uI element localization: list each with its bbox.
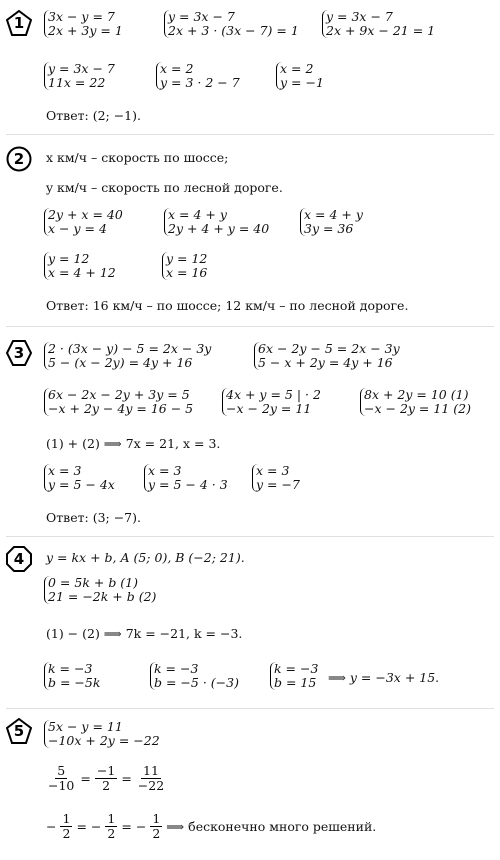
equation: y = 12	[166, 251, 208, 266]
equation: b = −5k	[48, 675, 101, 690]
equation: y = −1	[280, 75, 324, 90]
equation: y = 3x − 7	[168, 9, 235, 24]
equation: k = −3	[154, 661, 199, 676]
equation: 4x + y = 5 | · 2	[226, 387, 321, 402]
p1-system-5	[156, 62, 240, 90]
p1-system-1	[44, 10, 123, 38]
equation: 0 = 5k + b (1)	[48, 575, 139, 590]
problem-5-badge	[6, 718, 32, 744]
problem-1-number: 1	[13, 14, 25, 32]
p2-variable-x: x км/ч – скорость по шоссе;	[46, 150, 229, 165]
equation: y = −7	[256, 477, 300, 492]
equation: b = 15	[274, 675, 317, 690]
fraction	[150, 812, 162, 841]
equation: k = −3	[274, 661, 319, 676]
equation: −x − 2y = 11	[226, 401, 312, 416]
p2-system-5	[162, 252, 207, 280]
equation: 2y + x = 40	[48, 207, 123, 222]
p1-system-3	[322, 10, 435, 38]
problem-3-number: 3	[13, 344, 25, 362]
fraction	[136, 764, 166, 793]
equation: x = 2	[160, 61, 194, 76]
denominator: 2	[62, 826, 71, 841]
equation: 5x − y = 11	[48, 719, 123, 734]
p3-system-4	[222, 388, 321, 416]
equation: 2x + 3 · (3x − 7) = 1	[168, 23, 299, 38]
problem-5-number: 5	[13, 722, 25, 740]
fraction	[46, 764, 76, 793]
divider	[6, 326, 494, 327]
p2-system-4	[44, 252, 116, 280]
equation: 5 − (x − 2y) = 4y + 16	[48, 355, 193, 370]
denominator: −22	[137, 778, 165, 793]
p4-system-1	[44, 576, 156, 604]
equation: 8x + 2y = 10 (1)	[364, 387, 469, 402]
fraction	[105, 812, 117, 841]
p3-system-2	[254, 342, 400, 370]
p4-line-equation: y = kx + b, A (5; 0), B (−2; 21).	[46, 550, 245, 565]
equation: y = 5 − 4x	[48, 477, 115, 492]
equation: 6x − 2x − 2y + 3y = 5	[48, 387, 190, 402]
equation: 3y = 36	[304, 221, 354, 236]
p2-system-3	[300, 208, 363, 236]
equation: 6x − 2y − 5 = 2x − 3y	[258, 341, 400, 356]
equation: 11x = 22	[48, 75, 106, 90]
equation: y = 3x − 7	[48, 61, 115, 76]
p5-conclusion: ⟹ бесконечно много решений.	[166, 819, 377, 834]
denominator: −10	[48, 778, 75, 793]
equation: x = 3	[256, 463, 290, 478]
equation: b = −5 · (−3)	[154, 675, 239, 690]
p2-variable-y: y км/ч – скорость по лесной дороге.	[46, 180, 283, 195]
divider	[6, 536, 494, 537]
equation: −10x + 2y = −22	[48, 733, 160, 748]
p1-system-4	[44, 62, 115, 90]
equation: 2x + 9x − 21 = 1	[326, 23, 436, 38]
equation: x = 4 + y	[304, 207, 363, 222]
numerator: 11	[143, 763, 159, 778]
fraction	[95, 764, 117, 793]
problem-3-badge	[6, 340, 32, 366]
p3-system-7	[144, 464, 228, 492]
p1-answer: Ответ: (2; −1).	[46, 108, 141, 123]
p4-system-2	[44, 662, 100, 690]
p3-system-6	[44, 464, 115, 492]
equation: y = 12	[48, 251, 90, 266]
p3-system-8	[252, 464, 300, 492]
divider	[6, 134, 494, 135]
equation: y = 3 · 2 − 7	[160, 75, 240, 90]
p2-answer: Ответ: 16 км/ч – по шоссе; 12 км/ч – по лесной дороге.	[46, 298, 409, 313]
equation: x = 4 + 12	[48, 265, 116, 280]
equation: x = 4 + y	[168, 207, 227, 222]
p4-difference-line: (1) − (2) ⟹ 7k = −21, k = −3.	[46, 626, 243, 641]
p5-ratio-line: $\frac{5}{-10}$ = $\frac{-1}{2}$ = $\frac{11}{-22}$	[48, 763, 165, 793]
p3-system-3	[44, 388, 193, 416]
numerator: 1	[107, 811, 116, 826]
numerator: −1	[96, 763, 116, 778]
numerator: 5	[57, 763, 66, 778]
p3-system-1	[44, 342, 211, 370]
p3-sum-line: (1) + (2) ⟹ 7x = 21, x = 3.	[46, 436, 221, 451]
problem-2-number: 2	[13, 150, 25, 168]
equation: x − y = 4	[48, 221, 107, 236]
p1-system-2	[164, 10, 299, 38]
equation: 3x − y = 7	[48, 9, 115, 24]
divider	[6, 708, 494, 709]
equation: x = 3	[148, 463, 182, 478]
equation: x = 3	[48, 463, 82, 478]
p5-conclusion-line: − $\frac{1}{2}$ = − $\frac{1}{2}$ = − $\frac{1}{2}$ ⟹ бесконечно много решений.	[46, 811, 377, 841]
p4-result: ⟹ y = −3x + 15.	[328, 670, 440, 685]
p3-system-5	[360, 388, 471, 416]
p2-system-1	[44, 208, 123, 236]
denominator: 2	[102, 778, 111, 793]
equation: 5 − x + 2y = 4y + 16	[258, 355, 393, 370]
numerator: 1	[62, 811, 71, 826]
denominator: 2	[152, 826, 161, 841]
equation: y = 3x − 7	[326, 9, 393, 24]
equation: 2x + 3y = 1	[48, 23, 123, 38]
problem-2-badge	[6, 146, 32, 172]
problem-4-badge	[6, 546, 32, 572]
p5-system-1	[44, 720, 160, 748]
problem-4-number: 4	[13, 550, 25, 568]
equation: 2 · (3x − y) − 5 = 2x − 3y	[48, 341, 212, 356]
equation: y = 5 − 4 · 3	[148, 477, 228, 492]
equation: k = −3	[48, 661, 93, 676]
equation: −x − 2y = 11 (2)	[364, 401, 471, 416]
numerator: 1	[152, 811, 161, 826]
p1-system-6	[276, 62, 324, 90]
equation: −x + 2y − 4y = 16 − 5	[48, 401, 194, 416]
problem-1-badge	[6, 10, 32, 36]
equation: 2y + 4 + y = 40	[168, 221, 270, 236]
equation: 21 = −2k + b (2)	[48, 589, 157, 604]
p4-system-4	[270, 662, 318, 690]
equation: x = 16	[166, 265, 208, 280]
p4-system-3	[150, 662, 239, 690]
fraction	[60, 812, 72, 841]
p2-system-2	[164, 208, 269, 236]
equation: x = 2	[280, 61, 314, 76]
p3-answer: Ответ: (3; −7).	[46, 510, 141, 525]
denominator: 2	[107, 826, 116, 841]
